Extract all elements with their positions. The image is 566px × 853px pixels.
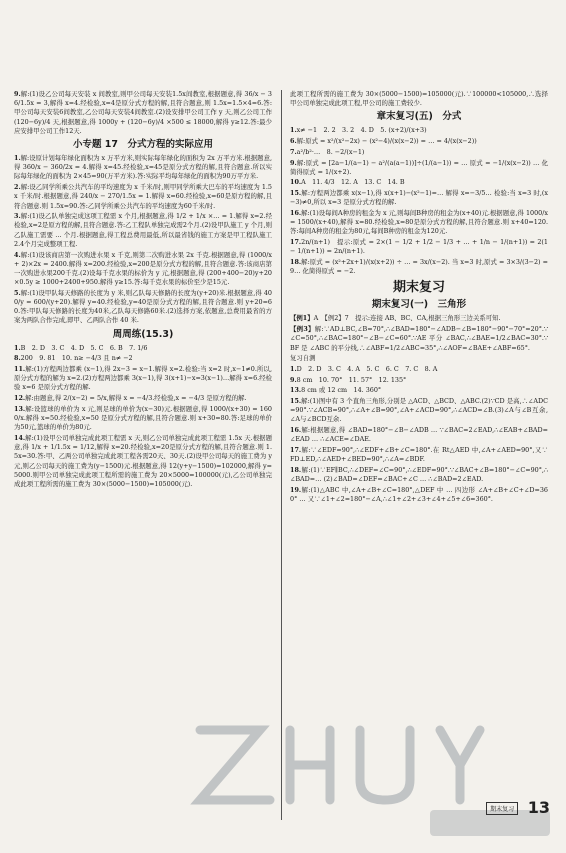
item-text: 解:原式 = x²/(x²−2x) − (x²−4)/(x(x−2)) = … = 4/(x(x−2)) (296, 137, 477, 146)
item-text: 解:方程两边都乘 x(x−1),得 x(x+1)−(x²−1)=… 解得 x=−3/5… 检验:当 x=3 时,(x−3)≠0,所以 x=3 是原分式方程的解. (290, 189, 548, 207)
answer-item (14, 154, 272, 182)
answer-item (14, 434, 272, 489)
item-text: 200 9. 81 10. n≥ −4/3 且 n≠ −2 (20, 354, 133, 363)
answer-item (14, 344, 272, 353)
right-intro-text: 此项工程所需的施工费为 30×(5000−1500)=105000(元).∵100000<105000,∴选择甲公司单独完成此项工程,甲公司的施工费较少. (290, 90, 548, 108)
answer-item (14, 405, 272, 433)
item-number: 14. (14, 434, 26, 442)
item-text: 2n/(n+1) 提示:原式 = 2×(1 − 1/2 + 1/2 − 1/3 + … + 1/n − 1/(n+1)) = 2(1 − 1/(n+1)) = 2n/(n+1). (290, 238, 548, 256)
item-number: 18. (290, 258, 302, 267)
item-number: 【例3】 (290, 325, 315, 334)
final-items (290, 314, 548, 504)
answer-item (14, 394, 272, 403)
item-text: 解:设篮球的单价为 x 元,则足球的单价为(x−30)元.根据题意,得 1000/(x+30) = 1600/x.解得 x=50.经检验,x=50 是原分式方程的解,且符合题意.则 x+30=80.答:足球的单价为50元,篮球的单价为80元. (14, 404, 272, 432)
right-column (290, 90, 548, 830)
answer-item (14, 251, 272, 288)
answer-item (14, 289, 272, 326)
item-number: 9. (290, 375, 297, 384)
answer-item (14, 212, 272, 249)
item-number: 11. (14, 365, 26, 374)
answer-item (14, 365, 272, 393)
item-number: 15. (290, 397, 302, 406)
item-text: B 2. D 3. C 4. D 5. C 6. B 7. 1/6 (20, 343, 148, 352)
answer-item (290, 178, 548, 187)
answer-item (14, 183, 272, 211)
item-text: a²/b²·… 8. −2/(x−1) (296, 147, 365, 156)
answer-item (290, 238, 548, 256)
item-text: 解:根据题意,得 ∠BAD=180°−∠B−∠ADB … ∵∠BAC=2∠EAD,∴∠EAB+∠BAD=∠EAD … ∴∠ACE=∠DAE. (290, 426, 548, 444)
item-text: D 2. D 3. C 4. A 5. C 6. C 7. C 8. A (296, 364, 438, 373)
item-text: 解:(1)设乙队单独完成这项工程需 x 个月,根据题意,得 1/2 + 1/x ×… = 1.解得 x=2.经检验,x=2是原方程的解,且符合题意.答:乙工程队单独完成需2个月.(2)设甲队施工 y 个月,则乙队施工需要 … 个月.根据题意,得工程总费用最低,所以最省钱的施工方案是甲工程队施工2.4个月完成整项工程. (14, 212, 272, 248)
major-title: 期末复习 (392, 280, 445, 296)
answer-item (290, 325, 548, 353)
item-text: 解:(1)∵EF∥BC,∴∠DEF=∠C=90°,∴∠EDF=90°.∵∠BAC+∠B=180°−∠C=90°,∴∠BAD=… (2)∠BAD=∠DEF=∠BAC+∠C … ∴∠BAD=2∠EAD. (290, 466, 548, 484)
item-text: 解:∵∠EDF=90°,∴∠EDF+∠B+∠C=180°.在 Rt△AED 中,∠A+∠AED=90°,又∵FD⊥ED,∴∠AED+∠BED=90°,∴∠A=∠BDF. (290, 446, 548, 464)
answer-item (290, 376, 548, 385)
item-text: 解:∵AD⊥BC,∠B=70°,∴∠BAD=180°−∠ADB−∠B=180°−90°−70°=20°.∵∠C=50°,∴∠BAC=180°−∠B−∠C=60°.∵AE 平分 ∠BAC,∴∠BAE=1/2∠BAC=30°.∵BF 是 ∠ABC 的平分线,∴∠ABF=1/2∠ABC=35°,∴∠AOF=∠BAE+∠ABF=65°. (290, 325, 548, 352)
item-text: A 11. 4/3 12. A 13. C 14. B (301, 178, 405, 187)
answer-item (290, 466, 548, 484)
item-text: 解:原式 = [2a−1/(a−1) − a²/(a(a−1))]÷(1/(a−1)) = … 原式 = −1/(x(x−2)) … 化简得原式 = 1/(x+2). (290, 158, 548, 176)
item-number: 17. (290, 238, 302, 247)
item-number: 1. (14, 343, 21, 352)
item-text: 解:(1)设该商店第一次购进水果 x 千克,则第二次购进水果 2x 千克.根据题意,得 (1000/x + 2)×2x = 2400.解得 x=200.经检验,x=200是原分式方程的解,且符合题意.答:该商店第一次购进水果200千克.(2)设每千克水果的标价为 y 元,根据题意,得 (200+400−20)y+20×0.5y ≥ 1000+2400+950.解得 y≥15.答:每千克水果的标价至少是15元. (14, 250, 272, 287)
item-text: 复习自测 (290, 354, 316, 363)
section-title-17: 小专题 17 分式方程的实际应用 (72, 139, 214, 151)
item-number: 【例1】 (290, 314, 314, 323)
item-number: 13. (14, 404, 26, 413)
answer-item (290, 486, 548, 504)
item-number: 19. (290, 485, 302, 494)
answer-item (290, 189, 548, 207)
item-number: 10. (290, 178, 302, 187)
item-number: 9. (290, 158, 297, 167)
item-text: 解:由题意,得 2/(x−2) = 5/x,解得 x = −4/3.经检验,x = −4/3 是原方程的解. (25, 394, 247, 403)
answer-item (290, 386, 548, 395)
item-number: 4. (14, 250, 21, 259)
page-number: 13 (527, 798, 550, 817)
item-number: 16. (290, 209, 302, 218)
item-number: 1. (14, 154, 21, 163)
item-text: 解:(1)设每间A种房的租金为 x 元,则每间B种房的租金为(x+40)元.根据题意,得 1000/x = 1500/(x+40),解得 x=80.经检验,x=80是原分式方程的解,且符合题意.则 x+40=120.答:每间A种房的租金为80元,每间B种房的租金为120元. (290, 209, 548, 236)
item-text: 解:(1)设甲队每天修路的长度为 y 米,则乙队每天修路的长度为(y+20)米.根据题意,得 400/y = 600/(y+20).解得 y=40.经检验,y=40是原分式方程的解,且符合题意.则 y+20=60.答:甲队每天修路的长度为40米,乙队每天修路60米.(2)选择方案,依题意,总费用最省的方案为两队合作完成,即甲、乙两队合作 40 米. (14, 288, 272, 325)
item-number: 18. (290, 466, 302, 474)
answer-item (290, 126, 548, 135)
answer-item (290, 365, 548, 374)
item-number: 15. (290, 189, 302, 198)
item-text: 8 cm 10. 70° 11. 57° 12. 135° (296, 375, 407, 384)
page-footer (486, 798, 550, 817)
section-title-final1: 期末复习(一) 三角形 (371, 299, 467, 311)
item-number: 8. (14, 354, 21, 363)
answer-item (290, 209, 548, 237)
item-number: 12. (14, 394, 26, 403)
left-column (14, 90, 272, 830)
top-margin (0, 0, 566, 90)
item-text: 解:原式 = (x²+2x+1)/(x(x+2)) ÷ … = 3x/(x−2). 当 x=3 时,原式 = 3×3/(3−2) = 9… 化简得原式 = −2. (290, 258, 548, 276)
item-number: 16. (290, 426, 302, 435)
item-text: 解:设乙同学所乘公共汽车的平均速度为 x 千米/时,则甲同学所乘大巴车的平均速度为 1.5x 千米/时.根据题意,得 240/x − 270/1.5x = 1.解得 x=60.经检验,x=60是原方程的解,且符合题意.则 1.5x=90.答:乙同学所乘公共汽车的平均速度为60千米/时. (14, 183, 272, 210)
chapter-items (290, 126, 548, 276)
answer-item (290, 137, 548, 146)
item-number: 6. (290, 137, 297, 146)
item-number: 5. (14, 288, 21, 297)
item-number: 17. (290, 446, 302, 455)
item-number: 1. (290, 364, 297, 373)
answer-item (290, 354, 548, 363)
answer-item (290, 148, 548, 157)
item-text: 解:(1)设乙公司每天安装 x 间教室,则甲公司每天安装1.5x间教室,根据题意,得 36/x − 36/1.5x = 3,解得 x=4.经检验,x=4是原分式方程的解,且符合题意,则 1.5x=1.5×4=6.答:甲公司每天安装6间教室,乙公司每天安装4间教室.(2)设安排甲公司工作 y 天,则乙公司工作 (120−6y)/4 天,根据题意,得 1000y + (120−6y)/4 ×500 ≤ 18000,解得 y≥12.答:最少应安排甲公司工作12天. (14, 90, 272, 135)
column-divider (281, 90, 282, 820)
item-number: 2. (14, 183, 21, 192)
answer-item (290, 159, 548, 177)
section-title-weekly: 周周练(15.3) (112, 328, 174, 340)
weekly-items (14, 344, 272, 490)
answer-item (14, 354, 272, 363)
item-number: 7. (290, 147, 297, 156)
section-title-chapter: 章末复习(五) 分式 (376, 111, 462, 123)
left-items (14, 90, 272, 136)
item-number: 1. (290, 126, 297, 135)
answer-item (290, 258, 548, 276)
item-number: 9. (14, 90, 21, 98)
answer-item (290, 426, 548, 444)
answer-item (14, 90, 272, 136)
item-text: 解:设原计划每年绿化面积为 x 万平方米,则实际每年绿化的面积为 2x 万平方米.根据题意,得 360/x − 360/2x = 4.解得 x=45.经检验,x=45是原分式方程的解,且符合题意.所以实际每年绿化的面积为 2×45=90(万平方米).答:实际平均每年绿化的面积为90万平方米. (14, 154, 272, 181)
item-text: 解:(1)方程两边都乘 (x−1),得 2x−3 = x−1.解得 x=2.检验:当 x=2 时,x−1≠0.所以,原分式方程的解为 x=2.(2)方程两边都乘 3(x−1),得 3(x+1)−x=3(x−1)…解得 x=6.经检验 x=6 是原分式方程的解. (14, 365, 272, 392)
item-text: 8 cm 或 12 cm 14. 360° (301, 386, 382, 395)
answer-item (290, 314, 548, 323)
item-number: 13. (290, 386, 302, 395)
answer-item (290, 397, 548, 425)
answer-page (14, 90, 554, 830)
section-17-items (14, 154, 272, 326)
item-number: 3. (14, 212, 21, 221)
footer-label: 期末复习 (486, 802, 518, 815)
answer-item (290, 446, 548, 464)
item-text: 解:(1)△ABC 中,∠A+∠B+∠C=180°,△DEF 中 … 四边形 ∠A+∠B+∠C+∠D=360° … 又∵∠1+∠2=180°−∠A,∴∠1+∠2+∠3+∠4+∠5+∠6=360°. (290, 485, 548, 504)
item-text: 解:(1)图中有 3 个直角三角形,分别是 △ACD、△BCD、△ABC.(2)∵CD 是高,∴∠ADC=90°.∵∠ACB=90°,∴∠A+∠B=90°,∠A+∠ACD=90°,∴∠ACD=∠B.(3)∠A与∠B互余,∠A与∠BCD互余. (290, 397, 548, 424)
item-text: 解:(1)设甲公司单独完成此项工程需 x 天,则乙公司单独完成此项工程需 1.5x 天.根据题意,得 1/x + 1/1.5x = 1/12,解得 x=20.经检验,x=20是原分式方程的解,且符合题意.则 1.5x=30.答:甲、乙两公司单独完成此项工程各需20天、30天.(2)设甲公司每天的施工费为 y 元,则乙公司每天的施工费为(y−1500)元.根据题意,得 12(y+y−1500)=102000,解得 y=5000.则甲公司单独完成此项工程所需的施工费为 20×5000=100000(元),乙公司单独完成此项工程所需的施工费为 30×(5000−1500)=105000(元). (14, 434, 272, 489)
item-text: A 【例2】7 提示:连接 AB、BC、CA,根据三角形三边关系可知. (313, 314, 501, 323)
item-text: x≠ −1 2. 2 3. 2 4. D 5. (x+2)/(x+3) (296, 126, 427, 135)
